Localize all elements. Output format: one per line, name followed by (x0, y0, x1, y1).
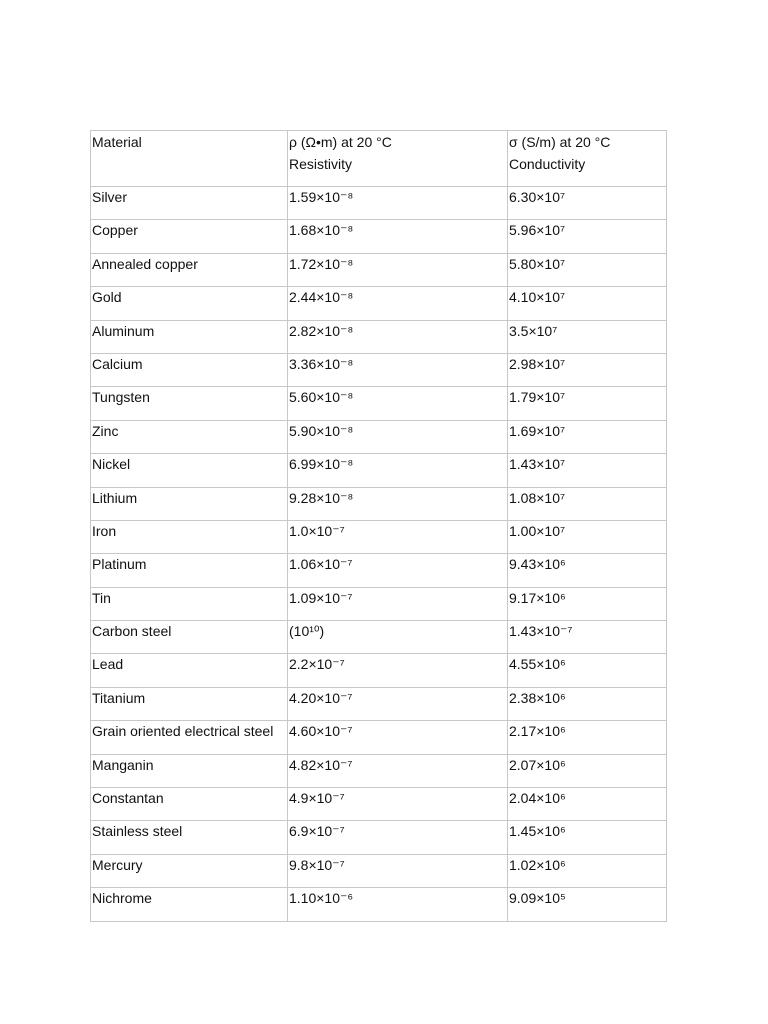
header-resistivity-line2: Resistivity (289, 156, 353, 172)
cell-conductivity: 9.09×10⁵ (508, 888, 667, 921)
cell-material: Annealed copper (91, 253, 288, 286)
header-resistivity-line1: ρ (Ω•m) at 20 °C (289, 134, 392, 150)
cell-conductivity: 6.30×10⁷ (508, 187, 667, 220)
cell-resistivity: 1.59×10⁻⁸ (288, 187, 508, 220)
header-row (91, 131, 667, 187)
cell-material: Copper (91, 220, 288, 253)
cell-material: Gold (91, 287, 288, 320)
table-row (91, 587, 667, 620)
cell-material: Tin (91, 587, 288, 620)
table-row (91, 621, 667, 654)
cell-resistivity: (10¹⁰) (288, 621, 508, 654)
cell-material: Iron (91, 520, 288, 553)
cell-material: Constantan (91, 788, 288, 821)
cell-resistivity: 6.9×10⁻⁷ (288, 821, 508, 854)
cell-resistivity: 6.99×10⁻⁸ (288, 454, 508, 487)
cell-material: Lithium (91, 487, 288, 520)
table-row (91, 754, 667, 787)
cell-material: Stainless steel (91, 821, 288, 854)
table-row (91, 353, 667, 386)
cell-conductivity: 9.43×10⁶ (508, 554, 667, 587)
table-row (91, 721, 667, 754)
cell-resistivity: 1.0×10⁻⁷ (288, 520, 508, 553)
cell-material: Nichrome (91, 888, 288, 921)
cell-resistivity: 4.60×10⁻⁷ (288, 721, 508, 754)
cell-material: Grain oriented electrical steel (91, 721, 288, 754)
cell-resistivity: 1.68×10⁻⁸ (288, 220, 508, 253)
table-row (91, 821, 667, 854)
cell-material: Manganin (91, 754, 288, 787)
cell-conductivity: 4.55×10⁶ (508, 654, 667, 687)
table-row (91, 320, 667, 353)
cell-resistivity: 2.44×10⁻⁸ (288, 287, 508, 320)
cell-material: Nickel (91, 454, 288, 487)
table-row (91, 687, 667, 720)
cell-conductivity: 1.08×10⁷ (508, 487, 667, 520)
cell-conductivity: 5.80×10⁷ (508, 253, 667, 286)
cell-material: Calcium (91, 353, 288, 386)
header-conductivity (508, 131, 667, 187)
cell-resistivity: 9.8×10⁻⁷ (288, 854, 508, 887)
header-material-line1: Material (92, 134, 142, 150)
cell-resistivity: 4.9×10⁻⁷ (288, 788, 508, 821)
cell-resistivity: 3.36×10⁻⁸ (288, 353, 508, 386)
cell-resistivity: 1.06×10⁻⁷ (288, 554, 508, 587)
cell-material: Carbon steel (91, 621, 288, 654)
cell-material: Lead (91, 654, 288, 687)
cell-material: Mercury (91, 854, 288, 887)
cell-resistivity: 4.82×10⁻⁷ (288, 754, 508, 787)
cell-material: Aluminum (91, 320, 288, 353)
cell-resistivity: 4.20×10⁻⁷ (288, 687, 508, 720)
header-conductivity-line2: Conductivity (509, 156, 586, 172)
header-resistivity (288, 131, 508, 187)
table-row (91, 287, 667, 320)
table-row (91, 253, 667, 286)
table-body (91, 187, 667, 922)
cell-conductivity: 2.07×10⁶ (508, 754, 667, 787)
cell-resistivity: 2.2×10⁻⁷ (288, 654, 508, 687)
cell-conductivity: 1.02×10⁶ (508, 854, 667, 887)
table-row (91, 187, 667, 220)
cell-resistivity: 5.60×10⁻⁸ (288, 387, 508, 420)
cell-conductivity: 1.43×10⁻⁷ (508, 621, 667, 654)
cell-resistivity: 2.82×10⁻⁸ (288, 320, 508, 353)
cell-resistivity: 5.90×10⁻⁸ (288, 420, 508, 453)
cell-resistivity: 1.72×10⁻⁸ (288, 253, 508, 286)
cell-conductivity: 1.45×10⁶ (508, 821, 667, 854)
resistivity-table (90, 130, 667, 922)
header-material (91, 131, 288, 187)
cell-conductivity: 1.43×10⁷ (508, 454, 667, 487)
cell-material: Platinum (91, 554, 288, 587)
cell-material: Zinc (91, 420, 288, 453)
cell-conductivity: 2.04×10⁶ (508, 788, 667, 821)
cell-resistivity: 1.09×10⁻⁷ (288, 587, 508, 620)
table-row (91, 554, 667, 587)
cell-conductivity: 1.69×10⁷ (508, 420, 667, 453)
table-row (91, 420, 667, 453)
cell-material: Silver (91, 187, 288, 220)
cell-conductivity: 5.96×10⁷ (508, 220, 667, 253)
cell-conductivity: 9.17×10⁶ (508, 587, 667, 620)
header-conductivity-line1: σ (S/m) at 20 °C (509, 134, 611, 150)
cell-conductivity: 2.17×10⁶ (508, 721, 667, 754)
table-row (91, 487, 667, 520)
cell-conductivity: 2.38×10⁶ (508, 687, 667, 720)
cell-resistivity: 9.28×10⁻⁸ (288, 487, 508, 520)
table-row (91, 854, 667, 887)
cell-conductivity: 1.00×10⁷ (508, 520, 667, 553)
cell-conductivity: 2.98×10⁷ (508, 353, 667, 386)
table-row (91, 454, 667, 487)
cell-conductivity: 1.79×10⁷ (508, 387, 667, 420)
cell-material: Titanium (91, 687, 288, 720)
table-row (91, 888, 667, 921)
cell-conductivity: 4.10×10⁷ (508, 287, 667, 320)
table-row (91, 387, 667, 420)
table-row (91, 220, 667, 253)
table-row (91, 520, 667, 553)
cell-conductivity: 3.5×10⁷ (508, 320, 667, 353)
cell-resistivity: 1.10×10⁻⁶ (288, 888, 508, 921)
table-row (91, 654, 667, 687)
table-header (91, 131, 667, 187)
cell-material: Tungsten (91, 387, 288, 420)
table-row (91, 788, 667, 821)
